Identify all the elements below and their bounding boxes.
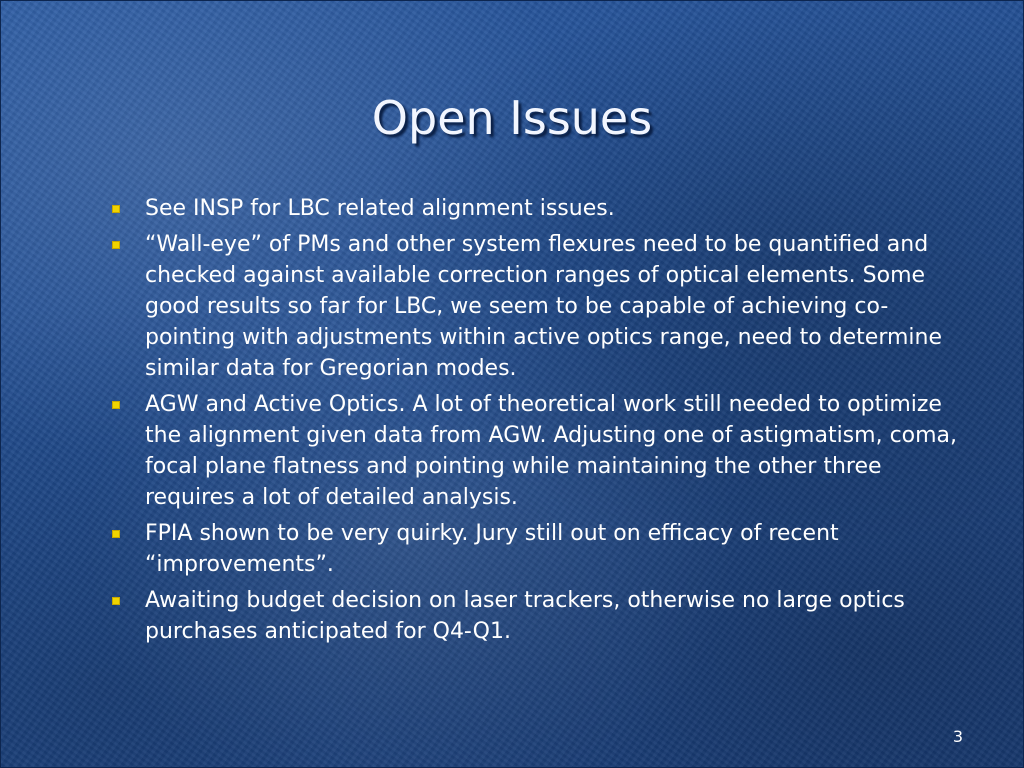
slide-number: 3	[952, 727, 963, 746]
bullet-text: Awaiting budget decision on laser trackers, otherwise no large optics purchases anticipated for Q4-Q1.	[145, 588, 905, 644]
square-bullet-icon	[112, 205, 120, 213]
slide-title: Open Issues	[371, 91, 653, 145]
bullet-text: See INSP for LBC related alignment issues.	[145, 196, 615, 221]
square-bullet-icon	[112, 401, 120, 409]
bullet-item	[112, 389, 972, 513]
bullet-item	[112, 518, 972, 580]
bullet-item	[112, 193, 972, 224]
bullet-text: FPIA shown to be very quirky. Jury still out on efficacy of recent “improvements”.	[145, 521, 839, 577]
bullet-list	[112, 193, 972, 652]
square-bullet-icon	[112, 530, 120, 538]
bullet-item	[112, 229, 972, 384]
square-bullet-icon	[112, 597, 120, 605]
bullet-item	[112, 585, 972, 647]
bullet-text: AGW and Active Optics. A lot of theoretical work still needed to optimize the alignment given data from AGW. Adjusting one of astigmatism, coma, focal plane flatness and pointing while maintaining the other three requires a lot of detailed analysis.	[145, 392, 958, 510]
bullet-text: “Wall-eye” of PMs and other system flexures need to be quantified and checked against available correction ranges of optical elements. Some good results so far for LBC, we seem to be capable of achieving co-pointing with adjustments within active optics range, need to determine similar data for Gregorian modes.	[145, 232, 943, 381]
square-bullet-icon	[112, 241, 120, 249]
